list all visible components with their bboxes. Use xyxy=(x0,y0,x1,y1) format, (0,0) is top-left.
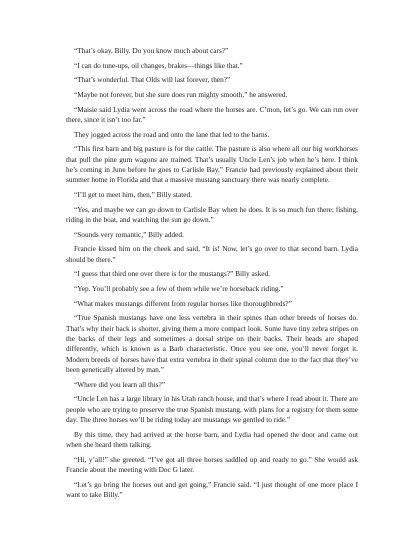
paragraph: “Sounds very romantic,” Billy added. xyxy=(74,229,184,239)
page-text xyxy=(66,46,358,505)
paragraph: “That’s wonderful. That Olds will last forever, then?” xyxy=(74,75,231,85)
paragraph: They jogged across the road and onto the lane that led to the barns. xyxy=(74,129,270,139)
paragraph: Francie kissed him on the cheek and said, “It is! Now, let’s go over to that second barn. Lydia should be there.” xyxy=(66,244,358,264)
paragraph: “I guess that third one over there is for the mustangs?” Billy asked. xyxy=(74,269,270,279)
paragraph: By this time, they had arrived at the horse barn, and Lydia had opened the door and came out when she heard them talking. xyxy=(66,429,358,449)
paragraph: “Hi, y’all!” she greeted. “I’ve got all three horses saddled up and ready to go.” She would ask Francie about the meeting with Doc G later. xyxy=(66,454,358,474)
paragraph: “This first barn and big pasture is for the cattle. The pasture is also where all our big workhorses that pull the pine gum wagons are trained. That’s usually Uncle Len’s job when he’s here. I think he’s coming in June before he goes to Carlisle Bay.” Francie had previously explained about their summer home in Florida and that a massive mustang sanctuary there was nearly complete. xyxy=(66,144,358,185)
paragraph: “Maisie said Lydia went across the road where the horses are. C’mon, let’s go. We can run over there, since it isn’t too far.” xyxy=(66,104,358,125)
paragraph: “Yep. You’ll probably see a few of them while we’re horseback riding.” xyxy=(74,284,284,294)
paragraph: “Where did you learn all this?” xyxy=(74,379,165,389)
paragraph: “Maybe not forever, but she sure does run mighty smooth,” he answered. xyxy=(74,90,288,100)
paragraph: “I’ll get to meet him, then,” Billy stated. xyxy=(74,190,192,199)
paragraph: “Let’s go bring the horses out and get going,” Francie said. “I just thought of one more place I want to take Billy.” xyxy=(66,479,358,499)
paragraph: “Yes, and maybe we can go down to Carlisle Bay when he does. It is so much fun there; fishing, riding in the boat, and watching the sun go down.” xyxy=(66,204,358,224)
paragraph: “That’s okay, Billy. Do you know much about cars?” xyxy=(74,46,229,55)
paragraph: “True Spanish mustangs have one less vertebra in their spines than other breeds of horses do. That’s why their back is shorter, giving them a more compact look. Some have tiny zebra stripes on the backs of their legs and sometimes a dorsal stripe on their backs. Their heads are shaped differently, which is known as a Barb characteristic. Once you see one, you’ll never forget it. Modern breeds of horses have that extra vertebra in their spinal column due to the fact that they’ve been genetically altered by man.” xyxy=(66,313,358,374)
paragraph: “Uncle Len has a large library in his Utah ranch house, and that’s where I read about it. There are people who are trying to preserve the true Spanish mustang, with plans for a registry for them some day. The three horses we’ll be riding today are mustangs we gentled to ride.” xyxy=(66,394,358,424)
paragraph: “What makes mustangs different from regular horses like thoroughbreds?” xyxy=(74,298,292,308)
paragraph: “I can do tune-ups, oil changes, brakes—things like that.” xyxy=(74,60,243,70)
